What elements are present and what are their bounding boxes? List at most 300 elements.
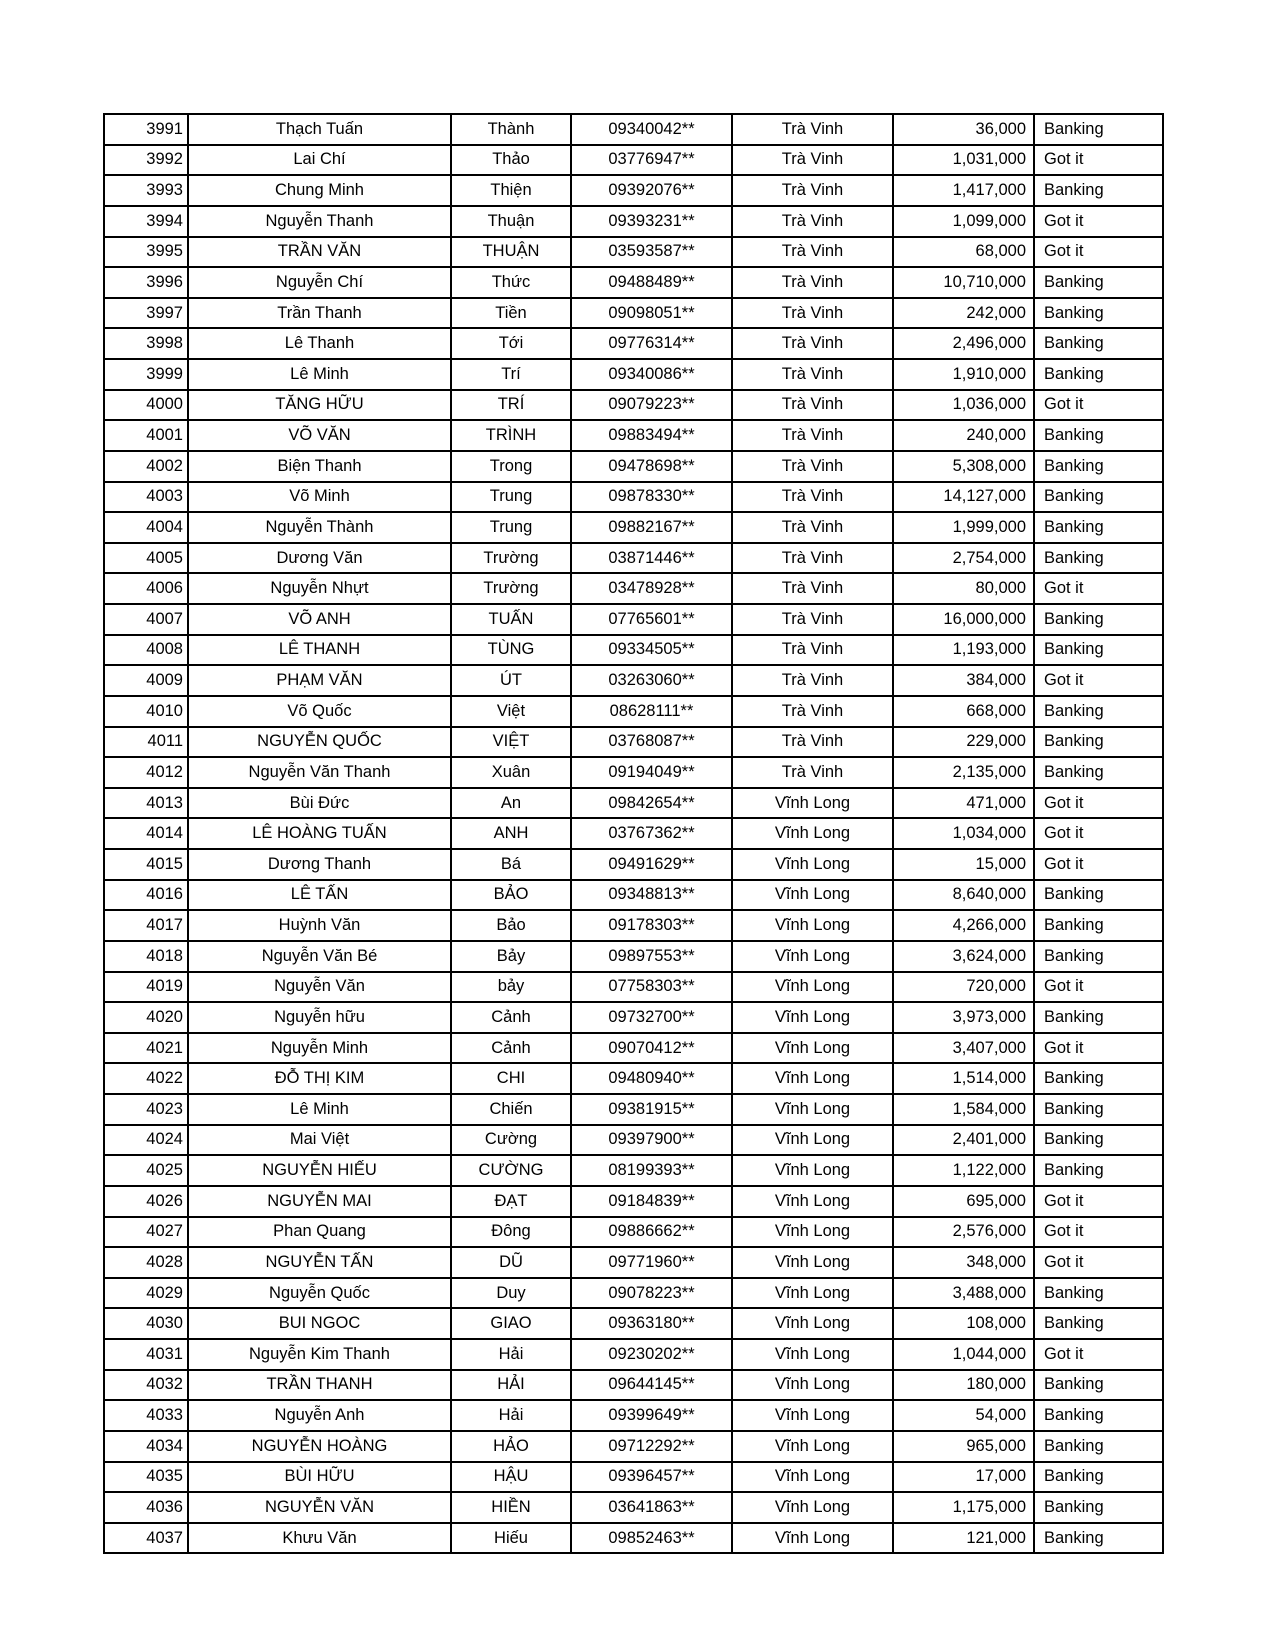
cell-id: 3995: [104, 237, 188, 268]
cell-status: Banking: [1034, 1370, 1163, 1401]
cell-phone: 09184839**: [571, 1186, 732, 1217]
cell-id: 4019: [104, 972, 188, 1003]
cell-phone: 09194049**: [571, 757, 732, 788]
cell-status: Banking: [1034, 1492, 1163, 1523]
cell-id: 3998: [104, 328, 188, 359]
cell-first-name: VÕ VĂN: [188, 420, 451, 451]
cell-first-name: Lê Minh: [188, 359, 451, 390]
cell-last-name: Trường: [451, 573, 571, 604]
cell-phone: 09396457**: [571, 1462, 732, 1493]
cell-last-name: Bảo: [451, 910, 571, 941]
cell-last-name: Thuận: [451, 206, 571, 237]
cell-status: Got it: [1034, 1033, 1163, 1064]
cell-id: 4023: [104, 1094, 188, 1125]
cell-last-name: TUẤN: [451, 604, 571, 635]
cell-id: 4031: [104, 1339, 188, 1370]
cell-phone: 09340086**: [571, 359, 732, 390]
cell-phone: 09393231**: [571, 206, 732, 237]
cell-province: Vĩnh Long: [732, 1278, 893, 1309]
cell-id: 3999: [104, 359, 188, 390]
table-row: [104, 604, 1163, 635]
cell-amount: 1,999,000: [893, 512, 1034, 543]
cell-id: 4016: [104, 880, 188, 911]
cell-province: Trà Vinh: [732, 145, 893, 176]
cell-province: Vĩnh Long: [732, 1339, 893, 1370]
cell-first-name: Nguyễn Thanh: [188, 206, 451, 237]
cell-amount: 1,417,000: [893, 175, 1034, 206]
cell-province: Trà Vinh: [732, 114, 893, 145]
cell-first-name: Nguyễn Thành: [188, 512, 451, 543]
cell-first-name: Phan Quang: [188, 1217, 451, 1248]
cell-amount: 1,122,000: [893, 1155, 1034, 1186]
cell-province: Trà Vinh: [732, 512, 893, 543]
cell-province: Trà Vinh: [732, 298, 893, 329]
cell-last-name: Duy: [451, 1278, 571, 1309]
cell-amount: 1,044,000: [893, 1339, 1034, 1370]
cell-status: Got it: [1034, 972, 1163, 1003]
cell-province: Trà Vinh: [732, 665, 893, 696]
cell-status: Got it: [1034, 1247, 1163, 1278]
cell-province: Vĩnh Long: [732, 1002, 893, 1033]
cell-last-name: Cảnh: [451, 1033, 571, 1064]
cell-id: 4013: [104, 788, 188, 819]
table-row: [104, 1125, 1163, 1156]
cell-last-name: Thành: [451, 114, 571, 145]
cell-phone: 09399649**: [571, 1400, 732, 1431]
cell-last-name: Trong: [451, 451, 571, 482]
cell-phone: 09397900**: [571, 1125, 732, 1156]
cell-amount: 695,000: [893, 1186, 1034, 1217]
table-row: [104, 727, 1163, 758]
cell-phone: 09381915**: [571, 1094, 732, 1125]
cell-status: Banking: [1034, 1155, 1163, 1186]
table-row: [104, 1002, 1163, 1033]
cell-phone: 09883494**: [571, 420, 732, 451]
cell-phone: 08628111**: [571, 696, 732, 727]
table-row: [104, 696, 1163, 727]
table-row: [104, 573, 1163, 604]
cell-first-name: VÕ ANH: [188, 604, 451, 635]
cell-id: 4028: [104, 1247, 188, 1278]
table-row: [104, 1308, 1163, 1339]
cell-province: Trà Vinh: [732, 359, 893, 390]
cell-status: Banking: [1034, 880, 1163, 911]
cell-first-name: TRẦN VĂN: [188, 237, 451, 268]
cell-status: Banking: [1034, 512, 1163, 543]
cell-last-name: Tới: [451, 328, 571, 359]
cell-amount: 8,640,000: [893, 880, 1034, 911]
cell-last-name: ANH: [451, 818, 571, 849]
cell-status: Got it: [1034, 1217, 1163, 1248]
table-row: [104, 420, 1163, 451]
cell-amount: 2,135,000: [893, 757, 1034, 788]
cell-id: 4006: [104, 573, 188, 604]
cell-status: Banking: [1034, 175, 1163, 206]
cell-first-name: Nguyễn Anh: [188, 1400, 451, 1431]
table-row: [104, 1523, 1163, 1554]
cell-first-name: ĐỖ THỊ KIM: [188, 1063, 451, 1094]
table-row: [104, 972, 1163, 1003]
cell-amount: 54,000: [893, 1400, 1034, 1431]
cell-amount: 68,000: [893, 237, 1034, 268]
cell-phone: 09070412**: [571, 1033, 732, 1064]
cell-first-name: BUI NGOC: [188, 1308, 451, 1339]
cell-amount: 348,000: [893, 1247, 1034, 1278]
cell-phone: 09340042**: [571, 114, 732, 145]
cell-province: Trà Vinh: [732, 482, 893, 513]
cell-phone: 09488489**: [571, 267, 732, 298]
cell-amount: 3,488,000: [893, 1278, 1034, 1309]
cell-province: Vĩnh Long: [732, 818, 893, 849]
cell-status: Banking: [1034, 635, 1163, 666]
cell-first-name: Nguyễn Chí: [188, 267, 451, 298]
cell-phone: 09478698**: [571, 451, 732, 482]
table-row: [104, 1492, 1163, 1523]
cell-phone: 07765601**: [571, 604, 732, 635]
cell-id: 4020: [104, 1002, 188, 1033]
cell-first-name: Dương Thanh: [188, 849, 451, 880]
cell-last-name: Trung: [451, 482, 571, 513]
cell-id: 4011: [104, 727, 188, 758]
cell-status: Got it: [1034, 849, 1163, 880]
cell-first-name: Trần Thanh: [188, 298, 451, 329]
cell-first-name: NGUYỄN TẤN: [188, 1247, 451, 1278]
cell-amount: 108,000: [893, 1308, 1034, 1339]
cell-last-name: Đông: [451, 1217, 571, 1248]
cell-province: Trà Vinh: [732, 573, 893, 604]
cell-first-name: Biện Thanh: [188, 451, 451, 482]
cell-last-name: HẬU: [451, 1462, 571, 1493]
cell-province: Trà Vinh: [732, 237, 893, 268]
table-row: [104, 1370, 1163, 1401]
cell-id: 4007: [104, 604, 188, 635]
cell-phone: 09878330**: [571, 482, 732, 513]
cell-province: Trà Vinh: [732, 543, 893, 574]
cell-id: 4036: [104, 1492, 188, 1523]
cell-status: Banking: [1034, 1308, 1163, 1339]
cell-phone: 08199393**: [571, 1155, 732, 1186]
cell-phone: 09771960**: [571, 1247, 732, 1278]
table-row: [104, 1247, 1163, 1278]
cell-phone: 09712292**: [571, 1431, 732, 1462]
cell-amount: 2,401,000: [893, 1125, 1034, 1156]
cell-amount: 1,193,000: [893, 635, 1034, 666]
cell-first-name: Mai Việt: [188, 1125, 451, 1156]
cell-amount: 14,127,000: [893, 482, 1034, 513]
table-row: [104, 1063, 1163, 1094]
cell-phone: 09886662**: [571, 1217, 732, 1248]
cell-id: 4012: [104, 757, 188, 788]
cell-id: 4015: [104, 849, 188, 880]
cell-first-name: Lê Minh: [188, 1094, 451, 1125]
cell-province: Vĩnh Long: [732, 880, 893, 911]
cell-status: Banking: [1034, 757, 1163, 788]
cell-last-name: ĐẠT: [451, 1186, 571, 1217]
cell-province: Trà Vinh: [732, 175, 893, 206]
cell-status: Got it: [1034, 206, 1163, 237]
cell-phone: 09480940**: [571, 1063, 732, 1094]
cell-province: Vĩnh Long: [732, 788, 893, 819]
cell-last-name: CƯỜNG: [451, 1155, 571, 1186]
cell-id: 3992: [104, 145, 188, 176]
cell-phone: 09363180**: [571, 1308, 732, 1339]
cell-province: Trà Vinh: [732, 328, 893, 359]
cell-province: Trà Vinh: [732, 206, 893, 237]
cell-status: Banking: [1034, 298, 1163, 329]
cell-id: 4000: [104, 390, 188, 421]
cell-phone: 09334505**: [571, 635, 732, 666]
cell-phone: 09852463**: [571, 1523, 732, 1554]
table-row: [104, 1033, 1163, 1064]
cell-first-name: Võ Minh: [188, 482, 451, 513]
cell-id: 4017: [104, 910, 188, 941]
table-row: [104, 267, 1163, 298]
cell-status: Got it: [1034, 1186, 1163, 1217]
cell-last-name: Thiện: [451, 175, 571, 206]
cell-id: 4022: [104, 1063, 188, 1094]
cell-status: Banking: [1034, 1462, 1163, 1493]
cell-id: 4024: [104, 1125, 188, 1156]
cell-amount: 15,000: [893, 849, 1034, 880]
cell-id: 4037: [104, 1523, 188, 1554]
cell-amount: 2,754,000: [893, 543, 1034, 574]
table-row: [104, 1400, 1163, 1431]
table-row: [104, 788, 1163, 819]
cell-amount: 965,000: [893, 1431, 1034, 1462]
table-row: [104, 941, 1163, 972]
cell-amount: 471,000: [893, 788, 1034, 819]
cell-id: 4010: [104, 696, 188, 727]
cell-first-name: Nguyễn hữu: [188, 1002, 451, 1033]
cell-first-name: Nguyễn Quốc: [188, 1278, 451, 1309]
cell-amount: 229,000: [893, 727, 1034, 758]
cell-province: Trà Vinh: [732, 451, 893, 482]
table-row: [104, 451, 1163, 482]
records-table-body: [104, 114, 1163, 1553]
cell-phone: 09098051**: [571, 298, 732, 329]
cell-first-name: Chung Minh: [188, 175, 451, 206]
cell-province: Vĩnh Long: [732, 1431, 893, 1462]
cell-id: 4003: [104, 482, 188, 513]
cell-first-name: NGUYỄN HIẾU: [188, 1155, 451, 1186]
cell-status: Banking: [1034, 543, 1163, 574]
cell-phone: 09732700**: [571, 1002, 732, 1033]
cell-province: Vĩnh Long: [732, 1247, 893, 1278]
cell-amount: 121,000: [893, 1523, 1034, 1554]
cell-id: 4018: [104, 941, 188, 972]
cell-amount: 3,973,000: [893, 1002, 1034, 1033]
cell-last-name: TRÌNH: [451, 420, 571, 451]
cell-amount: 10,710,000: [893, 267, 1034, 298]
table-row: [104, 910, 1163, 941]
cell-phone: 09882167**: [571, 512, 732, 543]
table-row: [104, 175, 1163, 206]
cell-last-name: BẢO: [451, 880, 571, 911]
cell-id: 3994: [104, 206, 188, 237]
cell-id: 4035: [104, 1462, 188, 1493]
cell-amount: 1,034,000: [893, 818, 1034, 849]
cell-province: Vĩnh Long: [732, 1094, 893, 1125]
cell-id: 4021: [104, 1033, 188, 1064]
cell-phone: 09776314**: [571, 328, 732, 359]
table-row: [104, 328, 1163, 359]
cell-amount: 1,514,000: [893, 1063, 1034, 1094]
cell-first-name: Bùi Đức: [188, 788, 451, 819]
cell-status: Got it: [1034, 665, 1163, 696]
table-row: [104, 482, 1163, 513]
table-row: [104, 114, 1163, 145]
cell-status: Banking: [1034, 1063, 1163, 1094]
cell-status: Banking: [1034, 1278, 1163, 1309]
cell-first-name: Huỳnh Văn: [188, 910, 451, 941]
table-row: [104, 1217, 1163, 1248]
cell-id: 4032: [104, 1370, 188, 1401]
cell-status: Banking: [1034, 1431, 1163, 1462]
cell-id: 3997: [104, 298, 188, 329]
cell-last-name: Hiếu: [451, 1523, 571, 1554]
cell-amount: 1,031,000: [893, 145, 1034, 176]
table-row: [104, 1155, 1163, 1186]
cell-first-name: Nguyễn Nhựt: [188, 573, 451, 604]
cell-first-name: NGUYỄN QUỐC: [188, 727, 451, 758]
cell-last-name: Trung: [451, 512, 571, 543]
cell-amount: 5,308,000: [893, 451, 1034, 482]
cell-status: Banking: [1034, 482, 1163, 513]
cell-province: Vĩnh Long: [732, 1186, 893, 1217]
cell-first-name: Nguyễn Kim Thanh: [188, 1339, 451, 1370]
cell-last-name: Cảnh: [451, 1002, 571, 1033]
cell-status: Got it: [1034, 390, 1163, 421]
cell-amount: 180,000: [893, 1370, 1034, 1401]
cell-status: Banking: [1034, 941, 1163, 972]
cell-status: Banking: [1034, 328, 1163, 359]
cell-id: 4027: [104, 1217, 188, 1248]
cell-phone: 09842654**: [571, 788, 732, 819]
cell-province: Vĩnh Long: [732, 910, 893, 941]
cell-province: Vĩnh Long: [732, 972, 893, 1003]
cell-amount: 1,910,000: [893, 359, 1034, 390]
cell-last-name: HIỀN: [451, 1492, 571, 1523]
cell-province: Trà Vinh: [732, 727, 893, 758]
cell-id: 4026: [104, 1186, 188, 1217]
cell-last-name: Tiền: [451, 298, 571, 329]
cell-status: Banking: [1034, 1125, 1163, 1156]
cell-last-name: Trường: [451, 543, 571, 574]
cell-phone: 03593587**: [571, 237, 732, 268]
cell-last-name: Hải: [451, 1400, 571, 1431]
cell-phone: 09178303**: [571, 910, 732, 941]
cell-first-name: LÊ THANH: [188, 635, 451, 666]
cell-last-name: HẢO: [451, 1431, 571, 1462]
cell-status: Banking: [1034, 696, 1163, 727]
cell-amount: 3,407,000: [893, 1033, 1034, 1064]
cell-status: Banking: [1034, 604, 1163, 635]
cell-first-name: Nguyễn Văn: [188, 972, 451, 1003]
cell-phone: 03767362**: [571, 818, 732, 849]
cell-status: Banking: [1034, 114, 1163, 145]
table-row: [104, 818, 1163, 849]
cell-first-name: Võ Quốc: [188, 696, 451, 727]
cell-last-name: DŨ: [451, 1247, 571, 1278]
cell-id: 3996: [104, 267, 188, 298]
cell-first-name: Lai Chí: [188, 145, 451, 176]
table-row: [104, 145, 1163, 176]
cell-id: 4001: [104, 420, 188, 451]
cell-last-name: An: [451, 788, 571, 819]
cell-first-name: NGUYỄN HOÀNG: [188, 1431, 451, 1462]
cell-id: 4009: [104, 665, 188, 696]
table-row: [104, 635, 1163, 666]
cell-phone: 03776947**: [571, 145, 732, 176]
table-row: [104, 543, 1163, 574]
cell-last-name: Thảo: [451, 145, 571, 176]
cell-id: 4008: [104, 635, 188, 666]
cell-amount: 16,000,000: [893, 604, 1034, 635]
cell-id: 4034: [104, 1431, 188, 1462]
table-row: [104, 206, 1163, 237]
cell-amount: 36,000: [893, 114, 1034, 145]
cell-phone: 09897553**: [571, 941, 732, 972]
cell-first-name: PHẠM VĂN: [188, 665, 451, 696]
cell-last-name: Chiến: [451, 1094, 571, 1125]
cell-id: 3993: [104, 175, 188, 206]
table-row: [104, 390, 1163, 421]
cell-status: Banking: [1034, 359, 1163, 390]
cell-phone: 03768087**: [571, 727, 732, 758]
cell-last-name: Xuân: [451, 757, 571, 788]
cell-province: Trà Vinh: [732, 696, 893, 727]
table-row: [104, 512, 1163, 543]
cell-last-name: Bá: [451, 849, 571, 880]
cell-first-name: Nguyễn Văn Bé: [188, 941, 451, 972]
cell-status: Got it: [1034, 237, 1163, 268]
cell-status: Got it: [1034, 788, 1163, 819]
cell-amount: 3,624,000: [893, 941, 1034, 972]
cell-phone: 03871446**: [571, 543, 732, 574]
cell-province: Trà Vinh: [732, 635, 893, 666]
cell-province: Vĩnh Long: [732, 1308, 893, 1339]
cell-last-name: Hải: [451, 1339, 571, 1370]
cell-status: Banking: [1034, 910, 1163, 941]
cell-id: 4025: [104, 1155, 188, 1186]
cell-first-name: NGUYỄN VĂN: [188, 1492, 451, 1523]
cell-amount: 242,000: [893, 298, 1034, 329]
table-row: [104, 1462, 1163, 1493]
cell-id: 4014: [104, 818, 188, 849]
cell-last-name: TÙNG: [451, 635, 571, 666]
table-row: [104, 298, 1163, 329]
cell-amount: 1,099,000: [893, 206, 1034, 237]
cell-phone: 09078223**: [571, 1278, 732, 1309]
cell-status: Banking: [1034, 451, 1163, 482]
cell-status: Banking: [1034, 1400, 1163, 1431]
table-row: [104, 880, 1163, 911]
cell-first-name: TĂNG HỮU: [188, 390, 451, 421]
cell-amount: 384,000: [893, 665, 1034, 696]
table-row: [104, 849, 1163, 880]
cell-last-name: CHI: [451, 1063, 571, 1094]
cell-last-name: Trí: [451, 359, 571, 390]
cell-amount: 80,000: [893, 573, 1034, 604]
cell-province: Vĩnh Long: [732, 1217, 893, 1248]
cell-status: Banking: [1034, 267, 1163, 298]
cell-id: 4029: [104, 1278, 188, 1309]
cell-status: Banking: [1034, 1523, 1163, 1554]
cell-id: 3991: [104, 114, 188, 145]
cell-id: 4033: [104, 1400, 188, 1431]
cell-status: Got it: [1034, 573, 1163, 604]
cell-first-name: Khưu Văn: [188, 1523, 451, 1554]
